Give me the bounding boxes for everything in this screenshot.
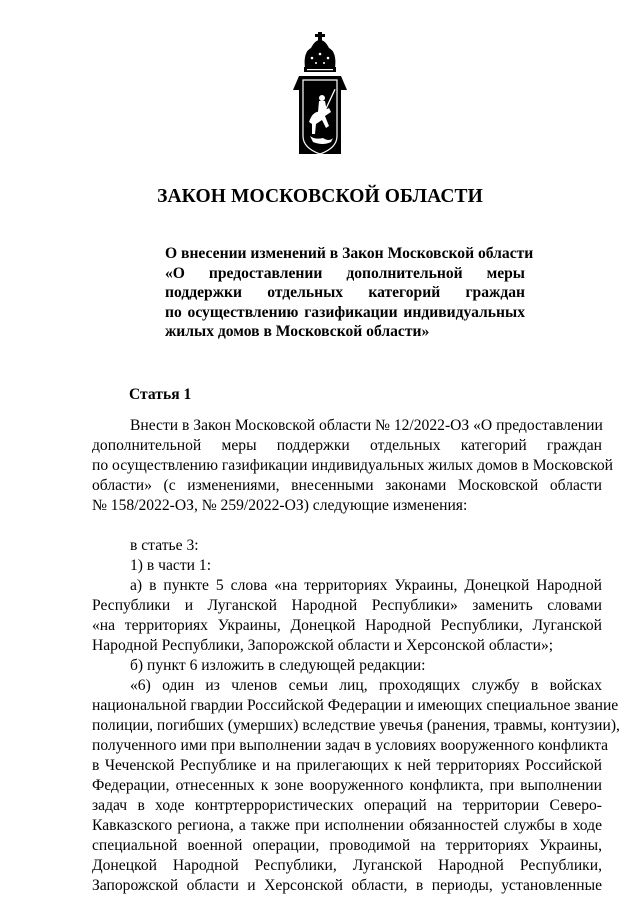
body-line: Кавказского региона, а также при исполнении обязанностей службы в ходе <box>92 817 602 834</box>
body-line: Внести в Закон Московской области № 12/2022-ОЗ «О предоставлении <box>130 417 603 434</box>
subtitle-line: О внесении изменений в Закон Московской области <box>165 245 534 262</box>
body-line: «на территориях Украины, Донецкой Народной Республики, Луганской <box>92 617 602 634</box>
body-line: задач в ходе контртеррористических операций на территории Северо- <box>92 797 602 814</box>
body-line: Народной Республики, Запорожской области и Херсонской области»; <box>92 637 554 654</box>
subtitle-line: по осуществлению газификации индивидуальных <box>165 303 525 321</box>
body-line: б) пункт 6 изложить в следующей редакции: <box>130 657 426 674</box>
law-title: ЗАКОН МОСКОВСКОЙ ОБЛАСТИ <box>157 186 483 207</box>
subtitle-line: «О предоставлении дополнительной меры <box>165 264 525 282</box>
body-line: Запорожской области и Херсонской области, в периоды, установленные <box>92 877 602 894</box>
body-line: области» (с изменениями, внесенными законами Московской области <box>92 477 602 494</box>
body-line: Донецкой Народной Республики, Луганской Народной Республики, <box>92 857 602 874</box>
body-line: № 158/2022-ОЗ, № 259/2022-ОЗ) следующие изменения: <box>92 497 468 514</box>
body-line: национальной гвардии Российской Федерации и имеющих специальное звание <box>92 697 619 714</box>
subtitle-line: поддержки отдельных категорий граждан <box>165 284 525 301</box>
body-line: «6) один из членов семьи лиц, проходящих службу в войсках <box>130 677 602 694</box>
body-line: полученного ими при выполнении задач в условиях вооруженного конфликта <box>92 737 609 754</box>
body-blank-line <box>92 516 602 536</box>
body-line: полиции, погибших (умерших) вследствие увечья (ранения, травмы, контузии), <box>92 717 620 734</box>
law-subtitle <box>165 244 534 342</box>
article-heading: Статья 1 <box>129 386 192 403</box>
body-line: по осуществлению газификации индивидуальных жилых домов в Московской <box>92 457 614 474</box>
body-line: дополнительной меры поддержки отдельных категорий граждан <box>92 437 602 454</box>
subtitle-line: жилых домов в Московской области» <box>165 323 430 340</box>
body-line: Республики и Луганской Народной Республики» заменить словами <box>92 597 602 614</box>
body-line: Федерации, отнесенных к зоне вооруженного конфликта, при выполнении <box>92 777 602 794</box>
body-line: а) в пункте 5 слова «на территориях Украины, Донецкой Народной <box>130 577 602 594</box>
article-body <box>92 416 620 896</box>
body-line: 1) в части 1: <box>130 557 212 574</box>
body-line: специальной военной операции, проводимой на территориях Украины, <box>92 837 602 854</box>
body-line: в статье 3: <box>130 537 199 554</box>
coat-of-arms-icon <box>285 30 355 170</box>
body-line: в Чеченской Республике и на прилегающих к ней территориях Российской <box>92 757 602 774</box>
